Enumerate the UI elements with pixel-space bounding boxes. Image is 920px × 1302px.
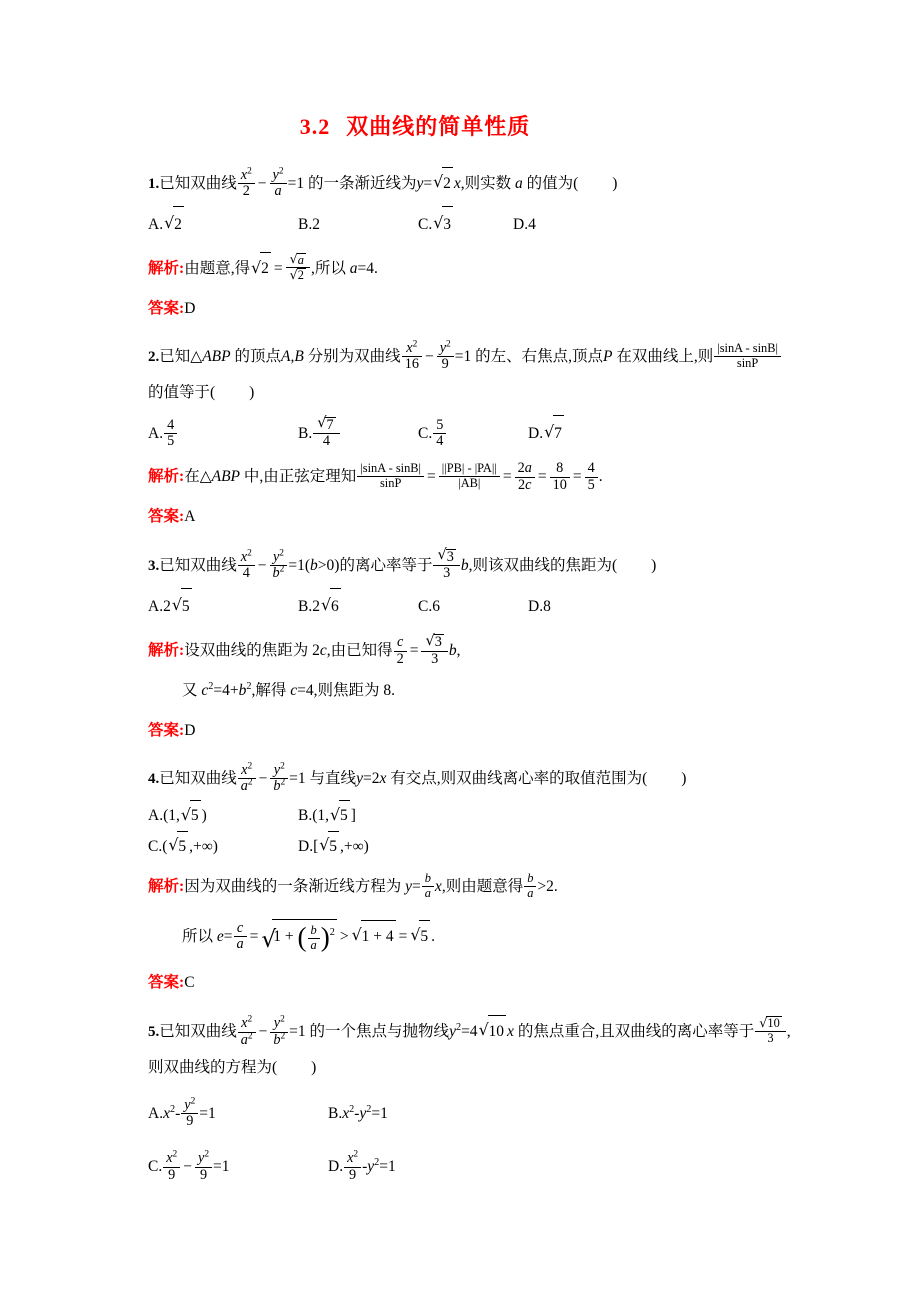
q1-choiceC-sqrt: √ 3 bbox=[433, 206, 453, 243]
q3-analysis-lead: 设双曲线的焦距为 bbox=[184, 642, 309, 660]
q2-text-2: 的顶点 bbox=[234, 347, 281, 365]
q1-text-2: 的一条渐近线为 bbox=[307, 175, 417, 192]
question-4-number: 4. bbox=[148, 770, 160, 787]
q4-choice-A[interactable]: A.(1, √ 5 ) bbox=[148, 800, 298, 830]
q5-choice-B[interactable]: $B.x^2-y^2=1$ bbox=[328, 1103, 388, 1122]
q2-triangle-symbol: △ bbox=[190, 347, 203, 365]
q4-answer-value: C bbox=[184, 974, 195, 992]
q1-sqrt-2: √ 2 bbox=[433, 167, 453, 200]
q2-choice-D[interactable]: D. √ 7 bbox=[528, 415, 565, 452]
q1-choice-B[interactable]: B.2 bbox=[298, 215, 320, 233]
q2-choice-B[interactable]: B. √ $\frac{7}{4}$ bbox=[298, 416, 418, 452]
q3-fraction-y2-over-b2: $\frac{y^2}{b^2}$ bbox=[270, 550, 288, 582]
question-5-choices-row1 bbox=[148, 1096, 810, 1132]
analysis-label-2: 解析 bbox=[148, 468, 180, 486]
q1-choiceA-sqrt: √ 2 bbox=[164, 206, 184, 243]
q2-analysis-f4: $\frac{8}{10}$ bbox=[550, 461, 570, 493]
q3-choice-B[interactable]: B.2 √ 6 bbox=[298, 588, 418, 625]
question-5-stem-cont bbox=[148, 1052, 810, 1084]
q1-text-3: ,则实数 bbox=[460, 175, 512, 192]
question-3-stem: 3.已知双曲线 $\frac{x^2}{4}$ − $\frac{y^2}{b^2}$ =1(b>0)的离心率等于 √ $\frac{3}{3}$ b,则该双曲线的焦距为( ) bbox=[148, 549, 810, 582]
q4-analysis-b-over-a-2: $\frac{b}{a}$ bbox=[524, 872, 536, 900]
q4-big-paren-group: ( $\frac{b}{a}$ ) bbox=[297, 922, 330, 953]
q3-text-4: ) bbox=[651, 556, 657, 574]
q1-choice-C[interactable]: C. √ 3 bbox=[418, 206, 513, 243]
q1-text-4: 的值为( bbox=[526, 175, 579, 192]
q1-analysis-tail: ,所以 bbox=[310, 260, 346, 278]
q2-analysis-f5: $\frac{4}{5}$ bbox=[585, 461, 598, 493]
question-5-number: 5. bbox=[148, 1024, 160, 1041]
q4-text-3: 有交点,则双曲线离心率的取值范围为( bbox=[390, 769, 648, 787]
q1-choice-D[interactable]: D.4 bbox=[513, 215, 536, 233]
q3-choice-A[interactable]: A.2 √ 5 bbox=[148, 588, 298, 625]
answer-label-2: 答案 bbox=[148, 508, 180, 526]
q2-text-4: 的左、右焦点,顶点 bbox=[475, 347, 603, 365]
q2-analysis-f3: $\frac{2a}{2c}$ bbox=[515, 461, 535, 493]
q2-fraction-y2-over-9: $\frac{y^2}{9}$ bbox=[437, 341, 454, 373]
q2-analysis-f2: $\frac{||PB| - |PA||}{|AB|}$ bbox=[439, 462, 500, 490]
q2-choice-A[interactable]: A. $\frac{4}{5}$ bbox=[148, 416, 298, 452]
q5-text-3: 的焦点重合,且双曲线的离心率等于 bbox=[517, 1023, 755, 1041]
question-3-choices bbox=[148, 588, 810, 625]
question-1-answer: 答案:D bbox=[148, 300, 196, 318]
q2-analysis-f1: $\frac{|\sin A - \sin B|}{\sin P}$ bbox=[357, 462, 424, 490]
question-2-stem-cont bbox=[148, 377, 810, 409]
question-3-number: 3. bbox=[148, 557, 160, 574]
question-2-answer: 答案:A bbox=[148, 508, 196, 526]
q5-text-6: ) bbox=[311, 1058, 317, 1076]
q4-choice-B[interactable]: B.(1, √ 5 ] bbox=[298, 800, 356, 830]
q1-text-1: 已知双曲线 bbox=[159, 175, 237, 192]
q4-analysis2-big-sqrt: √ 1 + ( $\frac{b}{a}$ )$^2$ bbox=[261, 919, 336, 953]
q4-analysis-b-over-a: $\frac{b}{a}$ bbox=[422, 872, 434, 900]
q1-analysis-result: =4. bbox=[357, 260, 378, 278]
q5-choice-C[interactable]: C. $\frac{x^2}{9}$ − $\frac{y^2}{9}$ =1 bbox=[148, 1149, 230, 1183]
question-4-stem: 4.已知双曲线 $\frac{x^2}{a^2}$ − $\frac{y^2}{b^2}$ =1 与直线y=2x 有交点,则双曲线离心率的取值范围为( ) bbox=[148, 760, 687, 794]
question-3-analysis: 解析:设双曲线的焦距为 2c,由已知得 $\frac{c}{2}$ = √ $\frac{3}{3}$ b, bbox=[148, 634, 810, 667]
question-4-choices-row1 bbox=[148, 800, 810, 830]
q5-choice-A[interactable]: $A.x^2-$ $\frac{y^2}{9}$ =1 bbox=[148, 1095, 216, 1130]
q2-fraction-x2-over-16: $\frac{x^2}{16}$ bbox=[402, 341, 422, 373]
q4-text-4: ) bbox=[681, 769, 687, 787]
q4-analysis-mid: ,则由题意得 bbox=[441, 878, 524, 896]
question-1-number: 1. bbox=[148, 176, 160, 192]
q4-analysis2-c-over-a: $\frac{c}{a}$ bbox=[234, 921, 247, 953]
q4-fraction-y2-over-b2: $\frac{y^2}{b^2}$ bbox=[270, 763, 288, 795]
q5-choice-D[interactable]: D. $\frac{x^2}{9}$ $-y^2=1$ bbox=[328, 1149, 396, 1183]
q3-analysis2-lead: 又 bbox=[182, 682, 198, 700]
q1-analysis-lead: 由题意,得 bbox=[184, 260, 251, 278]
question-4-answer: 答案:C bbox=[148, 974, 195, 992]
q1-choice-A[interactable]: A. √ 2 bbox=[148, 206, 298, 243]
q2-analysis-lead: 在 bbox=[184, 468, 200, 486]
q2-ab: A,B bbox=[280, 347, 304, 365]
question-3-analysis-line2: 又 $c^2=4+b^2$,解得 c=4,则焦距为 8. bbox=[182, 680, 396, 700]
question-2-choices bbox=[148, 415, 810, 452]
q3-analysis-mid: ,由已知得 bbox=[326, 642, 393, 660]
q2-sine-ratio-fraction: $\frac{|\sin A - \sin B|}{\sin P}$ bbox=[714, 342, 781, 370]
q2-analysis-mid: 中,由正弦定理知 bbox=[243, 468, 357, 486]
page-title bbox=[0, 0, 920, 141]
q4-analysis2-lead: 所以 bbox=[182, 928, 214, 946]
q3-answer-value: D bbox=[184, 721, 196, 739]
question-1-analysis: 解析:由题意,得 √ 2 = √ a √ 2 ,所以 a=4. bbox=[148, 252, 810, 285]
q3-text-3: ,则该双曲线的焦距为( bbox=[468, 556, 618, 574]
q1-analysis-fraction: √ a √ 2 bbox=[286, 253, 310, 283]
q1-minus: − bbox=[257, 175, 267, 192]
q5-text-5: 则双曲线的方程为( bbox=[148, 1058, 278, 1076]
answer-label-3: 答案 bbox=[148, 721, 180, 739]
q1-fraction-y2-over-a: $\frac{y^2}{a}$ bbox=[270, 168, 287, 200]
q4-fraction-x2-over-a2: $\frac{x^2}{a^2}$ bbox=[238, 763, 256, 795]
q3-text-1: 已知双曲线 bbox=[159, 556, 237, 574]
question-3-answer: 答案:D bbox=[148, 721, 196, 739]
question-1-stem bbox=[148, 167, 810, 200]
answer-label-4: 答案 bbox=[148, 974, 180, 992]
q2-text-7: ) bbox=[249, 383, 255, 401]
q4-text-2: 与直线 bbox=[309, 769, 357, 787]
q5-sqrt-10: √ 10 bbox=[479, 1015, 506, 1048]
question-4-choices-row2 bbox=[148, 831, 810, 861]
q2-text-5: 在双曲线上,则 bbox=[616, 347, 714, 365]
q3-fraction-sqrt3-over-3: √ $\frac{3}{3}$ bbox=[433, 549, 459, 582]
q1-asym-eq: = bbox=[423, 175, 433, 192]
q3-analysis-f1: $\frac{c}{2}$ bbox=[394, 635, 407, 667]
answer-label-1: 答案 bbox=[148, 300, 180, 318]
q4-choice-D[interactable]: D.[ √ 5 ,+∞) bbox=[298, 831, 369, 861]
q5-text-2: 的一个焦点与抛物线 bbox=[309, 1023, 450, 1041]
analysis-label-1: 解析 bbox=[148, 260, 180, 278]
q1-asym-y: y bbox=[416, 175, 424, 192]
page-title-number: 3.2 bbox=[299, 114, 331, 139]
question-5-stem: 5.已知双曲线 $\frac{x^2}{a^2}$ − $\frac{y^2}{b^2}$ =1 的一个焦点与抛物线$y^2=4$ √ 10 x 的焦点重合,且双曲线的离心率等于 √ $\frac{10}{3}$ , bbox=[148, 1015, 810, 1048]
analysis-label-3: 解析 bbox=[148, 642, 180, 660]
question-2-stem: 2.已知△ABP 的顶点A,B 分别为双曲线 $\frac{x^2}{16}$ − $\frac{y^2}{9}$ =1 的左、右焦点,顶点P 在双曲线上,则 $\frac{|\sin A - \sin B|}{\sin P}$ bbox=[148, 341, 810, 373]
page-title-text: 双曲线的简单性质 bbox=[346, 114, 531, 139]
q4-analysis2-sqrt-5: √ 5 bbox=[410, 920, 430, 953]
question-2-analysis: 解析:在△ABP 中,由正弦定理知 $\frac{|\sin A - \sin B|}{\sin P}$ = $\frac{||PB| - |PA||}{|AB|}$ = $\frac{2a}{2c}$ = $\frac{8}{10}$ = $\frac{4}{5}$ . bbox=[148, 460, 603, 493]
q5-fraction-x2-over-a2: $\frac{x^2}{a^2}$ bbox=[238, 1016, 256, 1048]
q4-text-1: 已知双曲线 bbox=[159, 769, 237, 787]
q1-answer-value: D bbox=[184, 300, 196, 318]
q5-fraction-y2-over-b2: $\frac{y^2}{b^2}$ bbox=[270, 1016, 288, 1048]
q3-fraction-x2-over-4: $\frac{x^2}{4}$ bbox=[238, 550, 255, 582]
q1-fraction-x2-over-2: $\frac{x^2}{2}$ bbox=[238, 168, 255, 200]
q2-answer-value: A bbox=[184, 508, 196, 526]
q2-text-1: 已知 bbox=[159, 347, 191, 365]
q4-analysis-lead: 因为双曲线的一条渐近线方程为 bbox=[184, 878, 402, 896]
q5-text-1: 已知双曲线 bbox=[159, 1023, 237, 1041]
q2-vertex-p: P bbox=[602, 347, 613, 365]
q1-text-5: ) bbox=[612, 175, 618, 192]
q4-analysis2-sqrt-1plus4: √ 1 + 4 bbox=[352, 920, 396, 953]
q3-choice-D[interactable]: D.8 bbox=[528, 597, 551, 615]
q1-eq1: =1 bbox=[287, 175, 305, 192]
q2-text-6: 的值等于( bbox=[148, 383, 216, 401]
q2-choice-C[interactable]: C. $\frac{5}{4}$ bbox=[418, 416, 528, 452]
q3-text-2: 的离心率等于 bbox=[339, 556, 433, 574]
question-2-number: 2. bbox=[148, 348, 160, 365]
q5-eccentricity-fraction: √ $\frac{10}{3}$ bbox=[755, 1016, 786, 1045]
question-4-analysis-line2: 所以 e= $\frac{c}{a}$ = √ 1 + ( $\frac{b}{a}$ )$^2$ > √ 1 + 4 = √ 5 . bbox=[148, 919, 810, 953]
q1-var-a: a bbox=[515, 175, 523, 192]
q1-asym-x: x bbox=[453, 175, 461, 192]
q4-choice-C[interactable]: C.( √ 5 ,+∞) bbox=[148, 831, 298, 861]
q2-text-3: 分别为双曲线 bbox=[307, 347, 401, 365]
q3-analysis-f2: √ $\frac{3}{3}$ bbox=[421, 634, 447, 667]
analysis-label-4: 解析 bbox=[148, 878, 180, 896]
q2-abp: ABP bbox=[202, 347, 231, 365]
question-5-choices-row2 bbox=[148, 1149, 810, 1185]
question-4-analysis: 解析:因为双曲线的一条渐近线方程为 y= $\frac{b}{a}$ x,则由题意得 $\frac{b}{a}$ >2. bbox=[148, 871, 558, 900]
questions-container bbox=[148, 167, 810, 1185]
q3-choice-C[interactable]: C.6 bbox=[418, 597, 440, 615]
q1-analysis-sqrt2: √ 2 bbox=[251, 252, 271, 285]
question-1-choices bbox=[148, 206, 810, 243]
